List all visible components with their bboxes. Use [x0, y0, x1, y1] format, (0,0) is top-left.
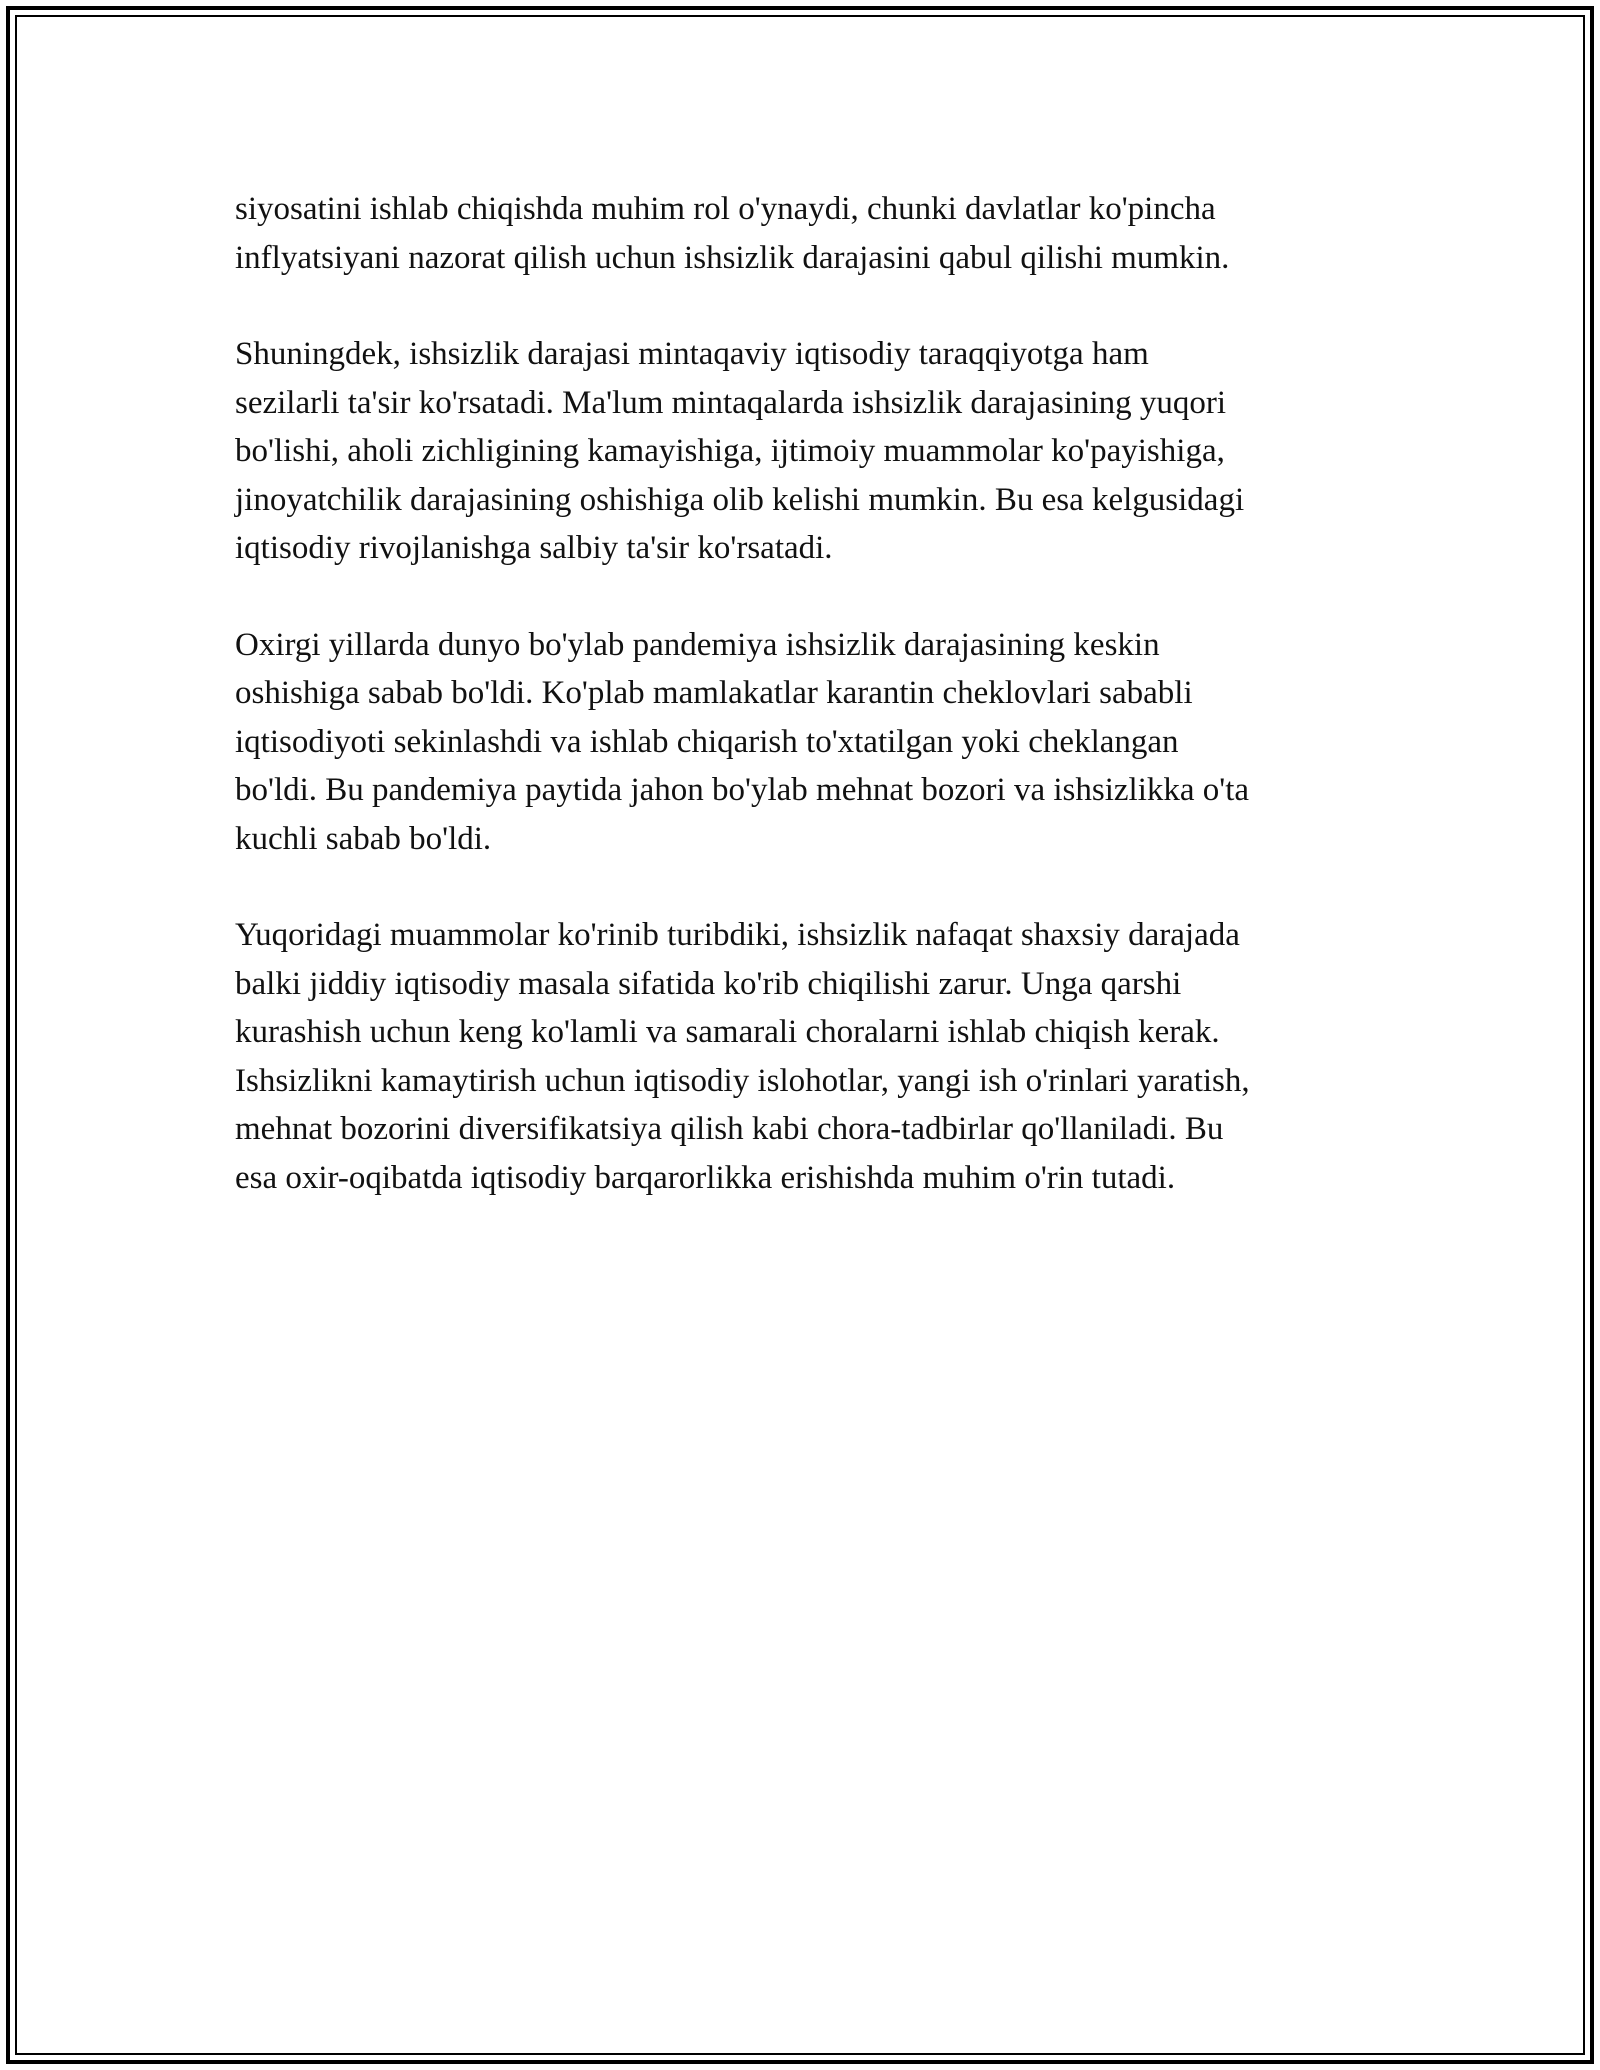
paragraph-3: Oxirgi yillarda dunyo bo'ylab pandemiya ishsizlik darajasining keskin oshishiga sabab bo'ldi. Ko'plab mamlakatlar karantin cheklovlari sababli iqtisodiyoti sekinlashdi va ishlab chiqarish to'xtatilgan yoki cheklangan bo'ldi. Bu pandemiya paytida jahon bo'ylab mehnat bozori va ishsizlikka o'ta kuchli sabab bo'ldi.	[235, 626, 1250, 857]
paragraph-1: siyosatini ishlab chiqishda muhim rol o'ynaydi, chunki davlatlar ko'pincha inflyatsiyani nazorat qilish uchun ishsizlik darajasini qabul qilishi mumkin.	[235, 191, 1230, 276]
paragraph-2: Shuningdek, ishsizlik darajasi mintaqaviy iqtisodiy taraqqiyotga ham sezilarli ta'sir ko'rsatadi. Ma'lum mintaqalarda ishsizlik darajasining yuqori bo'lishi, aholi zichligining kamayishiga, ijtimoiy muammolar ko'payishiga, jinoyatchilik darajasining oshishiga olib kelishi mumkin. Bu esa kelgusidagi iqtisodiy rivojlanishga salbiy ta'sir ko'rsatadi.	[235, 336, 1245, 566]
document-body	[235, 185, 1375, 1250]
paragraph-4: Yuqoridagi muammolar ko'rinib turibdiki, ishsizlik nafaqat shaxsiy darajada balki jiddiy iqtisodiy masala sifatida ko'rib chiqilishi zarur. Unga qarshi kurashish uchun keng ko'lamli va samarali choralarni ishlab chiqish kerak. Ishsizlikni kamaytirish uchun iqtisodiy islohotlar, yangi ish o'rinlari yaratish, mehnat bozorini diversifikatsiya qilish kabi chora-tadbirlar qo'llaniladi. Bu esa oxir-oqibatda iqtisodiy barqarorlikka erishishda muhim o'rin tutadi.	[235, 917, 1250, 1196]
